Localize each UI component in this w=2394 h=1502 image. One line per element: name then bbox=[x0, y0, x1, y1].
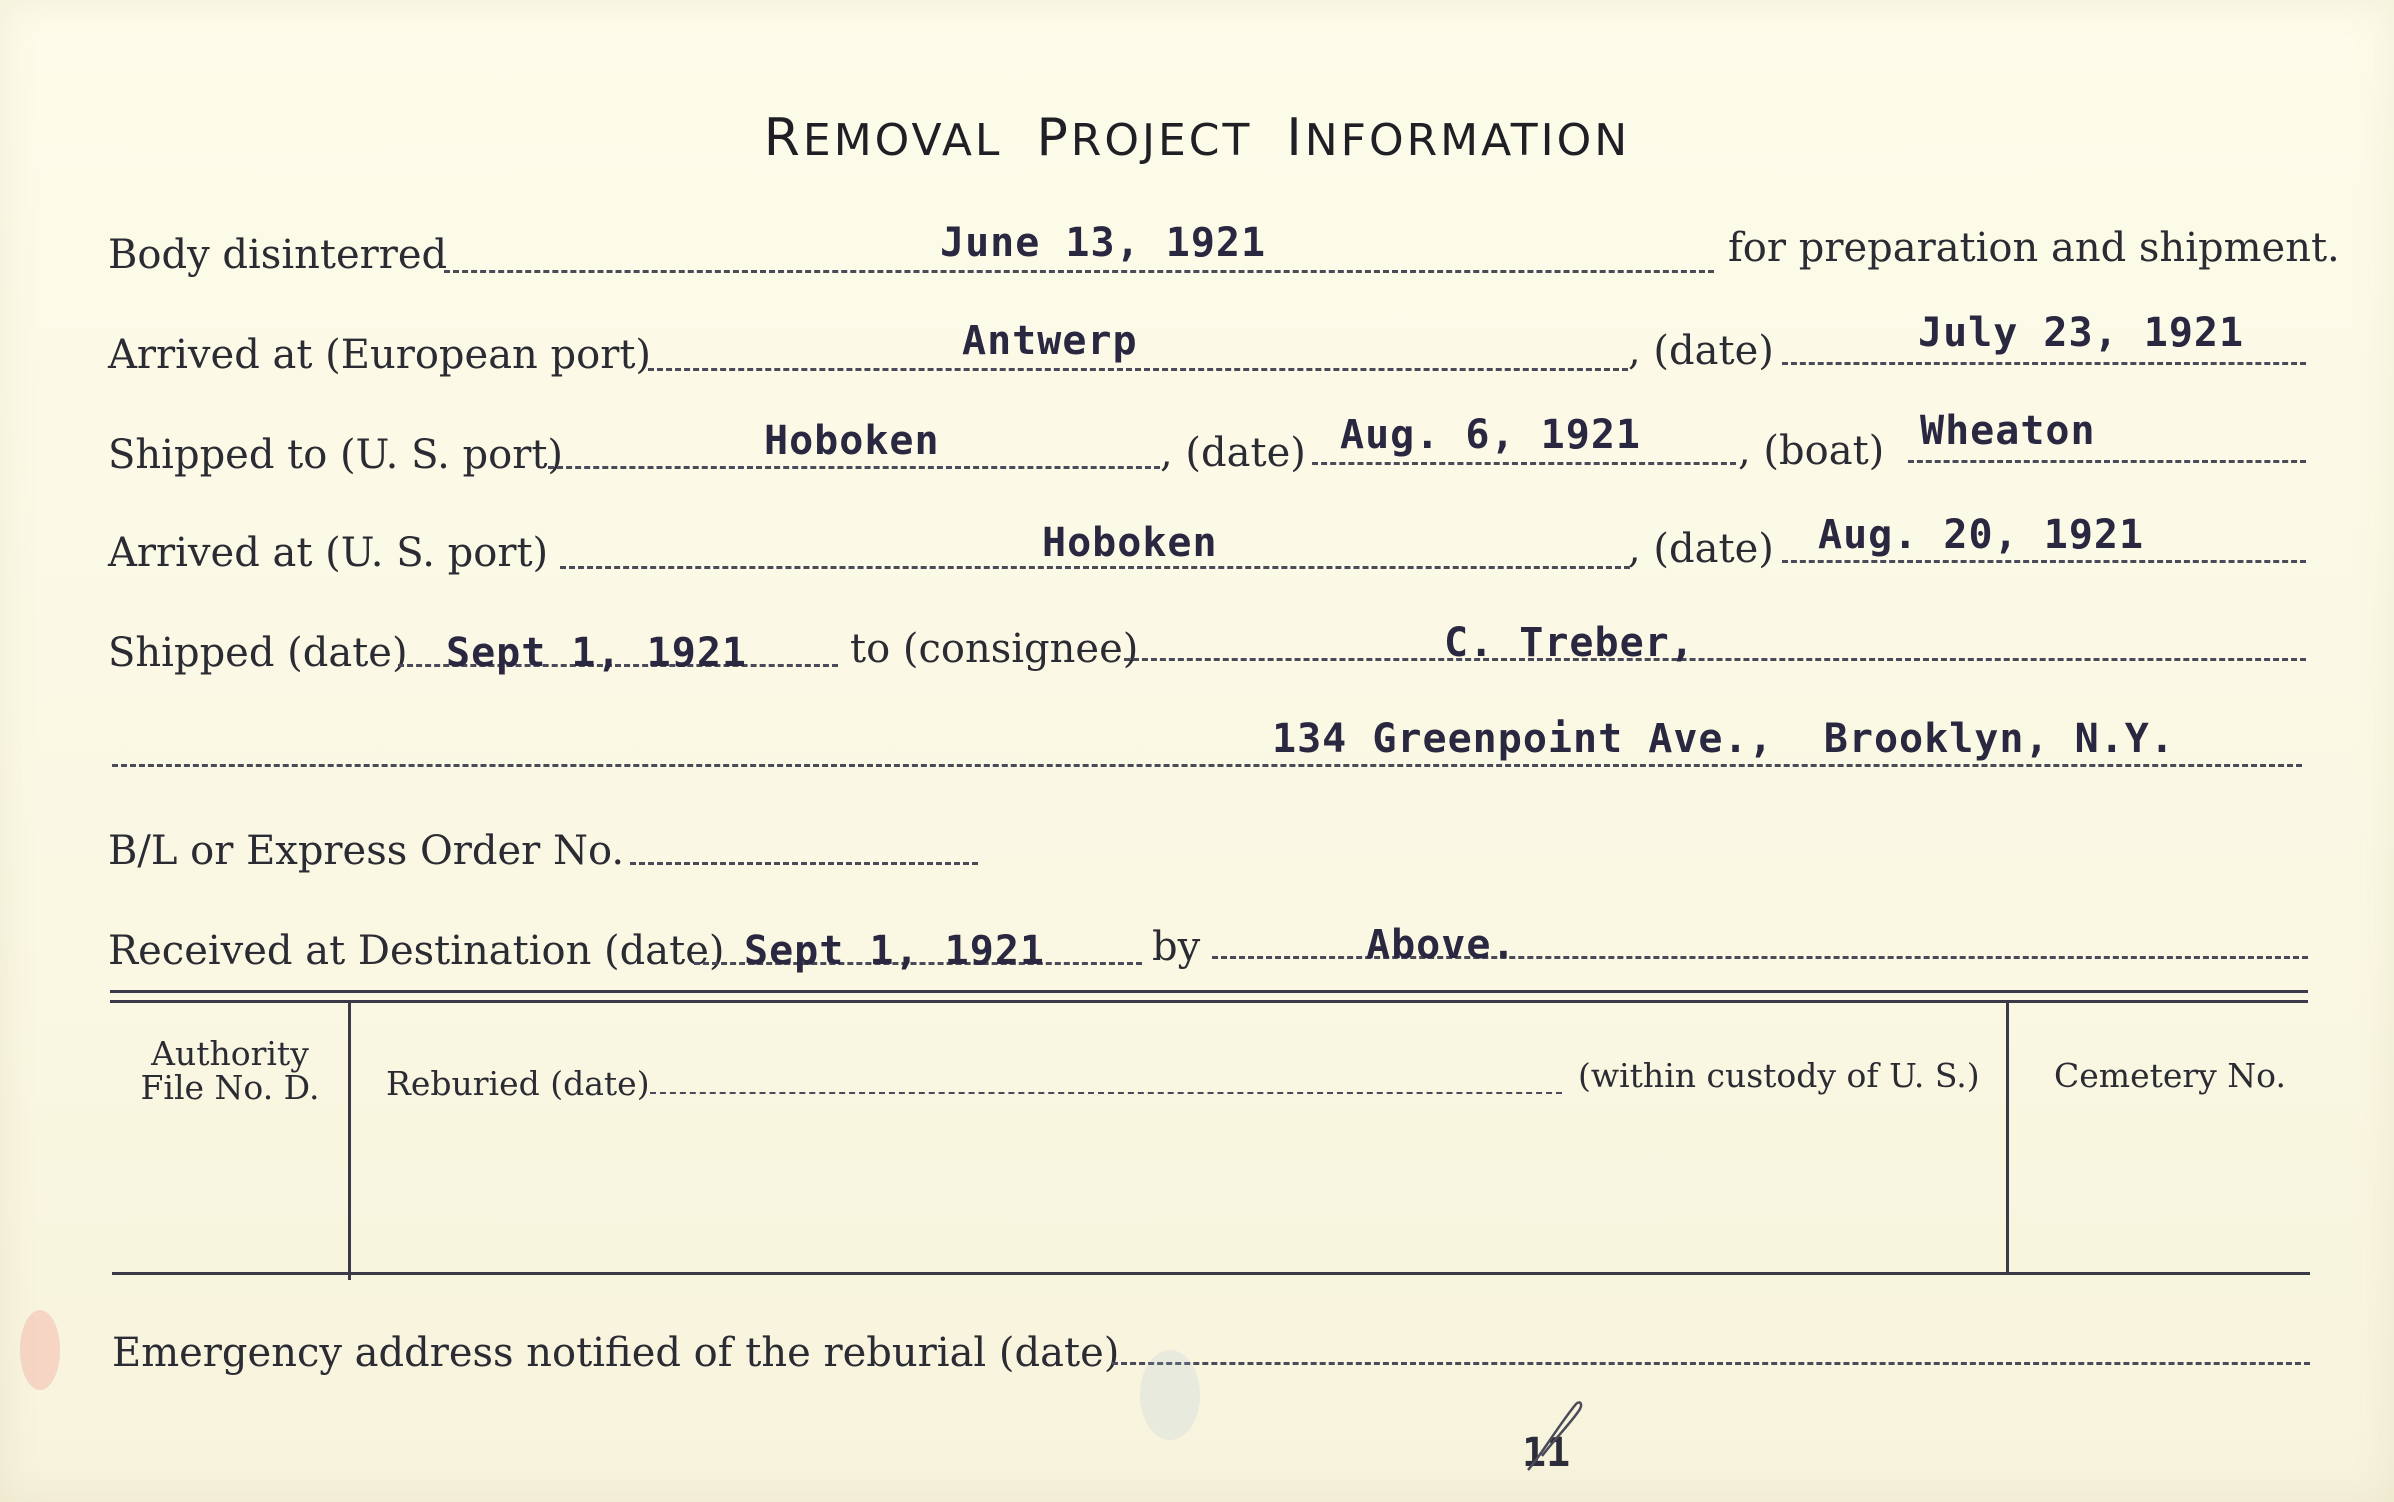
received-label: Received at Destination (date) bbox=[108, 928, 725, 974]
emergency-line bbox=[1112, 1362, 2310, 1365]
arrived-us-value: Hoboken bbox=[1042, 520, 1218, 566]
footer-mark: 11 bbox=[1522, 1430, 1571, 1476]
shipped-us-date-value: Aug. 6, 1921 bbox=[1340, 412, 1641, 458]
file-no-label: File No. D. bbox=[140, 1068, 320, 1107]
received-by-value: Above. bbox=[1366, 922, 1517, 968]
arrived-us-date-value: Aug. 20, 1921 bbox=[1818, 512, 2145, 558]
box-top-rule-1 bbox=[110, 990, 2308, 993]
body-disinterred-value: June 13, 1921 bbox=[940, 220, 1267, 266]
reburied-label: Reburied (date) bbox=[386, 1064, 650, 1103]
arrived-us-label: Arrived at (U. S. port) bbox=[108, 530, 549, 576]
shipped-us-label: Shipped to (U. S. port) bbox=[108, 432, 563, 478]
arrived-european-line bbox=[648, 368, 1628, 371]
pencil-check-mark bbox=[1524, 1396, 1588, 1476]
address-line bbox=[112, 764, 2302, 767]
shipped-date-label: Shipped (date) bbox=[108, 630, 408, 676]
shipped-us-value: Hoboken bbox=[764, 418, 940, 464]
consignee-line bbox=[1124, 658, 2306, 661]
arrived-european-date-label: , (date) bbox=[1628, 328, 1774, 374]
shipped-us-date-line bbox=[1312, 462, 1736, 465]
arrived-us-date-label: , (date) bbox=[1628, 526, 1774, 572]
body-disinterred-label: Body disinterred bbox=[108, 232, 448, 278]
shipped-us-date-label: , (date) bbox=[1160, 430, 1306, 476]
received-value: Sept 1, 1921 bbox=[744, 928, 1045, 974]
emergency-label: Emergency address notified of the reburial (date) bbox=[112, 1330, 1120, 1376]
authority-label: Authority bbox=[151, 1034, 309, 1073]
water-stain bbox=[1140, 1350, 1200, 1440]
shipped-us-boat-line bbox=[1908, 460, 2306, 463]
body-disinterred-suffix: for preparation and shipment. bbox=[1728, 225, 2340, 271]
arrived-us-date-line bbox=[1782, 560, 2306, 563]
bl-order-label: B/L or Express Order No. bbox=[108, 828, 625, 874]
form-title: REMOVAL PROJECT INFORMATION bbox=[763, 108, 1631, 168]
arrived-european-date-value: July 23, 1921 bbox=[1918, 310, 2245, 356]
consignee-label: to (consignee) bbox=[850, 626, 1139, 672]
box-divider-right bbox=[2006, 1000, 2009, 1272]
bl-order-line bbox=[630, 862, 978, 865]
shipped-us-boat-value: Wheaton bbox=[1920, 408, 2096, 454]
custody-label: (within custody of U. S.) bbox=[1578, 1056, 1980, 1095]
shipped-date-value: Sept 1, 1921 bbox=[446, 630, 747, 676]
shipped-us-line bbox=[548, 466, 1160, 469]
arrived-us-line bbox=[560, 566, 1630, 569]
consignee-address-value: 134 Greenpoint Ave., Brooklyn, N.Y. bbox=[1272, 716, 2175, 762]
cemetery-no-label: Cemetery No. bbox=[2054, 1056, 2286, 1095]
arrived-european-label: Arrived at (European port) bbox=[108, 332, 652, 378]
box-top-rule-2 bbox=[110, 1000, 2308, 1003]
box-divider-left bbox=[348, 1002, 351, 1280]
body-disinterred-line bbox=[444, 270, 1714, 273]
reburied-line bbox=[650, 1092, 1562, 1094]
shipped-us-boat-label: , (boat) bbox=[1738, 428, 1885, 474]
box-bottom-rule bbox=[112, 1272, 2310, 1275]
arrived-european-date-line bbox=[1782, 362, 2306, 365]
ink-stain bbox=[20, 1310, 60, 1390]
received-by-label: by bbox=[1152, 924, 1201, 970]
arrived-european-value: Antwerp bbox=[962, 318, 1138, 364]
consignee-value: C. Treber, bbox=[1444, 620, 1695, 666]
